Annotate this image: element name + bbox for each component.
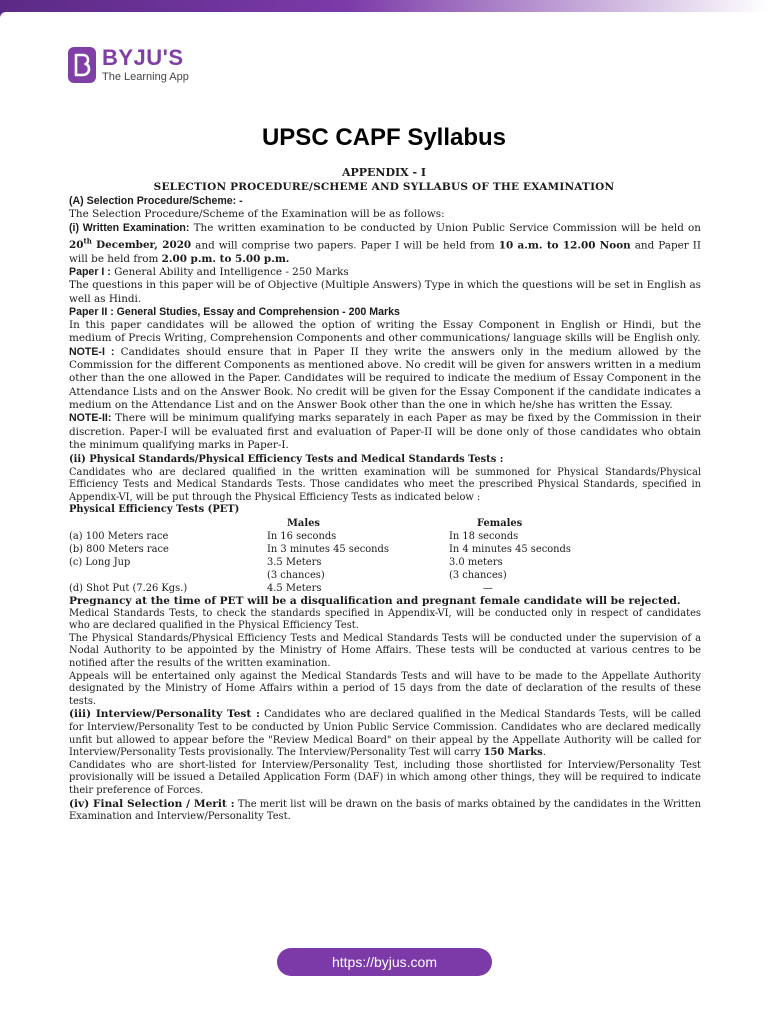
appeals-paragraph: Appeals will be entertained only against the Medical Standards Tests and will have to be made to the Appellate Authority designated by the Ministry of Home Affairs within a period of 15 days from the date of declaration of the results of these tests. <box>69 670 701 707</box>
interview-text: Candidates who are declared qualified in the Medical Standards Tests, will be called for Interview/Personality Test to be conducted by Union Public Service Commission. Candidates who are declared medically unfit but allowed to appear before the "Review Medical Board" on their appeal by the Appellate Authority will be called for Interview/Personality Tests provisionally. The Interview/Personality Test will carry <box>69 709 701 759</box>
written-exam-text: The written examination to be conducted by Union Public Service Commission will be held on <box>189 221 702 234</box>
pet-female-standard: (3 chances) <box>449 570 507 582</box>
pet-male-standard: In 16 seconds <box>267 531 337 543</box>
pet-male-standard: 3.5 Meters <box>267 557 322 569</box>
pet-event: (a) 100 Meters race <box>69 531 169 543</box>
paper2-heading: Paper II : General Studies, Essay and Comprehension - 200 Marks <box>69 305 400 318</box>
page-title: UPSC CAPF Syllabus <box>261 124 507 151</box>
byjus-logo[interactable] <box>68 44 189 86</box>
note2-text: There will be minimum qualifying marks separately in each Paper as may be fixed by the Commission in their discretion. Paper-I will be evaluated first and evaluation of Paper-II will be done only of those candidates who obtain the minimum qualifying marks in Paper-I. <box>69 412 701 451</box>
note2-paragraph <box>69 412 701 452</box>
pet-female-standard: — <box>483 583 493 595</box>
supervision-paragraph: The Physical Standards/Physical Efficiency Tests and Medical Standards Tests will be conducted under the supervision of a Nodal Authority to be appointed by the Ministry of Home Affairs. These tests will be conducted at various centres to be notified after the results of the written examination. <box>69 632 701 670</box>
medical-tests-paragraph: Medical Standards Tests, to check the standards specified in Appendix-VI, will be conducted only in respect of candidates who are declared qualified in the Physical Efficiency Test. <box>69 607 701 632</box>
byjus-logo-icon <box>68 47 96 83</box>
paper1-line <box>69 266 701 279</box>
section-ii-heading: (ii) Physical Standards/Physical Efficiency Tests and Medical Standards Tests : <box>69 454 504 466</box>
document-body <box>69 195 701 824</box>
interview-paragraph <box>69 708 701 759</box>
note1-paragraph <box>69 346 701 412</box>
written-exam-text-3: and Paper II will be held from <box>69 239 701 265</box>
pet-female-standard: In 18 seconds <box>449 531 519 543</box>
pet-table <box>69 517 683 595</box>
table-row <box>69 569 683 582</box>
top-accent-bar <box>0 0 768 18</box>
section-a-intro: The Selection Procedure/Scheme of the Examination will be as follows: <box>69 208 445 221</box>
pet-col-header-males: Males <box>287 518 320 530</box>
note1-label: NOTE-I : <box>69 345 115 358</box>
pet-header-row <box>69 517 683 530</box>
appendix-heading: APPENDIX - I <box>341 166 427 179</box>
pet-col-header-females: Females <box>477 518 523 530</box>
pet-heading: Physical Efficiency Tests (PET) <box>69 504 240 516</box>
website-link-button[interactable]: https://byjus.com <box>277 948 492 976</box>
pet-event: (c) Long Jup <box>69 557 131 569</box>
note1-text: Candidates should ensure that in Paper II they write the answers only in the medium allowed by the Commission for the different Components as mentioned above. No credit will be given for answers written in a medium other than the one allowed in the Paper. Candidates will be required to indicate the medium of Essay Component in the Attendance Lists and on the Answer Book. No credit will be given for the Essay Component if the candidate indicates a medium on the Attendance List and on the Answer Book other than the one in which he/she has written the Essay. <box>69 345 701 411</box>
table-row <box>69 582 683 595</box>
pet-female-standard: In 4 minutes 45 seconds <box>449 544 571 556</box>
table-row <box>69 543 683 556</box>
brand-name: BYJU'S <box>102 45 184 70</box>
written-exam-label: (i) Written Examination: <box>69 221 190 234</box>
document-subtitle: SELECTION PROCEDURE/SCHEME AND SYLLABUS OF THE EXAMINATION <box>153 181 615 193</box>
table-row <box>69 530 683 543</box>
paper1-description: The questions in this paper will be of Objective (Multiple Answers) Type in which the questions will be set in English as well as Hindi. <box>69 279 701 305</box>
paper1-text: General Ability and Intelligence - 250 Marks <box>110 265 349 278</box>
section-ii <box>69 454 701 824</box>
note2-label: NOTE-II: <box>69 412 112 425</box>
section-ii-intro: Candidates who are declared qualified in the written examination will be summoned for Physical Standards/Physical Efficiency Tests and Medical Standards Tests. Those candidates who meet the prescribed Physical Standards, specified in Appendix-VI, will be put through the Physical Efficiency Tests as indicated below : <box>69 466 701 503</box>
pet-male-standard: 4.5 Meters <box>267 583 322 595</box>
interview-end: . <box>542 747 546 759</box>
brand-tagline: The Learning App <box>102 71 189 83</box>
exam-date-day: 20 <box>69 239 84 252</box>
written-exam-paragraph <box>69 222 701 266</box>
daf-paragraph: Candidates who are short-listed for Interview/Personality Test, including those shortlisted for Interview/Personality Test provisionally will be issued a Detailed Application Form (DAF) in which among other things, they will be required to indicate their preference of Forces. <box>69 759 701 796</box>
section-a-heading: (A) Selection Procedure/Scheme: - <box>69 195 243 207</box>
interview-marks: 150 Marks <box>483 747 543 759</box>
pet-male-standard: In 3 minutes 45 seconds <box>267 544 389 556</box>
pet-event <box>69 569 267 582</box>
table-row <box>69 556 683 569</box>
final-selection-paragraph <box>69 798 701 824</box>
pet-male-standard: (3 chances) <box>267 570 325 582</box>
exam-date-rest: December, 2020 <box>91 239 192 252</box>
paper1-label: Paper I : <box>69 265 111 278</box>
pregnancy-notice: Pregnancy at the time of PET will be a disqualification and pregnant female candidate will be rejected. <box>69 595 681 608</box>
interview-label: (iii) Interview/Personality Test : <box>69 708 260 721</box>
final-selection-text: The merit list will be drawn on the basis of marks obtained by the candidates in the Written Examination and Interview/Personality Test. <box>69 798 701 823</box>
exam-date-suffix: th <box>83 236 92 246</box>
written-exam-text-2: and will comprise two papers. Paper I will be held from <box>191 239 499 252</box>
pet-col-header <box>69 517 267 530</box>
pet-event: (b) 800 Meters race <box>69 544 169 556</box>
final-selection-label: (iv) Final Selection / Merit : <box>69 797 235 810</box>
paper1-time: 10 a.m. to 12.00 Noon <box>498 239 631 252</box>
paper2-time: 2.00 p.m. to 5.00 p.m. <box>161 252 290 265</box>
paper2-description: In this paper candidates will be allowed the option of writing the Essay Component in English or Hindi, but the medium of Precis Writing, Comprehension Components and other communications/ language skills will be English only. <box>69 319 701 345</box>
pet-event: (d) Shot Put (7.26 Kgs.) <box>69 583 188 595</box>
pet-female-standard: 3.0 meters <box>449 557 503 569</box>
